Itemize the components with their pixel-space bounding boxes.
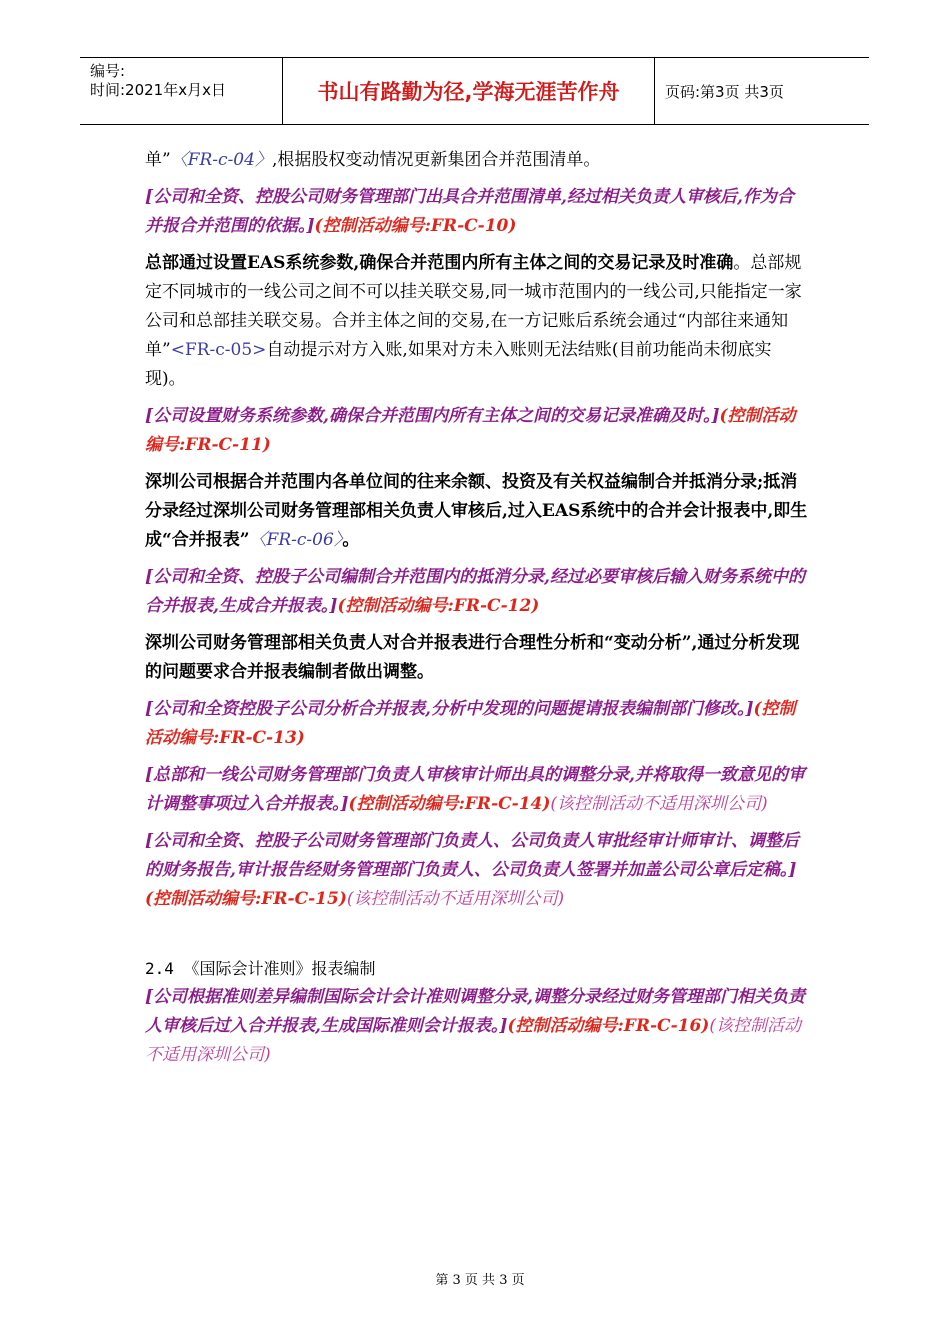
control-code: (控制活动编号:FR-C-15) [145,889,347,909]
control-text: [公司根据准则差异编制国际会计会计准则调整分录,调整分录经过财务管理部门相关负责人审核后过入合并报表,生成国际准则会计报表。] [145,987,805,1036]
control-activity-c12 [145,563,810,621]
control-text: [公司和全资、控股子公司财务管理部门负责人、公司负责人审批经审计师审计、调整后的财务报告,审计报告经财务管理部门负责人、公司负责人签署并加盖公司公章后定稿。] [145,831,800,880]
control-activity-c13 [145,695,810,753]
date-label: 时间:2021年x月x日 [90,81,226,99]
motto-text: 书山有路勤为径,学海无涯苦作舟 [317,80,620,104]
control-note: (该控制活动不适用深圳公司) [550,794,768,814]
page-number-label: 页码:第3页 共3页 [665,82,784,101]
paragraph-analysis [145,629,810,687]
control-code: (控制活动编号:FR-C-10) [314,216,517,236]
text: 。总部规定不同城市的一线公司之间不可以挂关联交易,同一城市范围内的一线公司,只能指定一家公司和总部挂关联交易。合并主体之间的交易,在一方记账后系统会通过“内部往来通知单” [145,253,802,360]
control-text: [公司和全资、控股子公司编制合并范围内的抵消分录,经过必要审核后输入财务系统中的合并报表,生成合并报表。] [145,567,805,616]
control-code: (控制活动编号:FR-C-12) [337,596,540,616]
text: ,根据股权变动情况更新集团合并范围清单。 [271,150,601,170]
form-ref-link[interactable]: <FR-c-05> [170,340,267,360]
header-page [655,58,869,124]
control-code: (控制活动编号:FR-C-11) [145,406,796,455]
form-ref-link[interactable]: 〈FR-c-06〉 [249,530,343,550]
document-body [145,146,810,1070]
control-text: [公司和全资、控股公司财务管理部门出具合并范围清单,经过相关负责人审核后,作为合并报合并范围的依据。] [145,187,794,236]
control-code: (控制活动编号:FR-C-14) [348,794,551,814]
control-activity-c15 [145,827,810,914]
doc-number-label: 编号: [90,62,126,80]
control-code: (控制活动编号:FR-C-13) [145,699,796,748]
text: 单” [145,150,171,170]
text: 自动提示对方入账,如果对方未入账则无法结账(目前功能尚未彻底实现)。 [145,340,772,389]
control-text: [公司和全资控股子公司分析合并报表,分析中发现的问题提请报表编制部门修改。] [145,699,754,719]
text: 深圳公司根据合并范围内各单位间的往来余额、投资及有关权益编制合并抵消分录;抵消分录经过深圳公司财务管理部相关负责人审核后,过入EAS系统中的合并会计报表中,即生成“合并报表” [145,472,808,550]
control-code: (控制活动编号:FR-C-16) [507,1016,710,1036]
text: 。 [342,530,360,550]
control-activity-c16 [145,983,810,1070]
paragraph-eas-params [145,249,810,394]
control-activity-c14 [145,761,810,819]
control-text: [总部和一线公司财务管理部门负责人审核审计师出具的调整分录,并将取得一致意见的审计调整事项过入合并报表。] [145,765,805,814]
form-ref-link[interactable]: 〈FR-c-04〉 [170,150,272,170]
page-footer [0,1269,950,1288]
control-activity-c10 [145,183,810,241]
header-motto [283,58,655,124]
section-title: 2.4 《国际会计准则》报表编制 [145,959,376,978]
control-note: (该控制活动不适用深圳公司) [145,1016,801,1065]
header-meta [80,58,283,124]
paragraph-merge-list [145,146,810,175]
section-heading [145,954,810,983]
paragraph-elimination [145,468,810,555]
bold-text: 总部通过设置EAS系统参数,确保合并范围内所有主体之间的交易记录及时准确 [145,253,734,273]
control-text: [公司设置财务系统参数,确保合并范围内所有主体之间的交易记录准确及时。] [145,406,720,426]
footer-page-number: 第 3 页 共 3 页 [435,1273,525,1288]
control-activity-c11 [145,402,810,460]
page-header [80,57,869,125]
text: 深圳公司财务管理部相关负责人对合并报表进行合理性分析和“变动分析”,通过分析发现的问题要求合并报表编制者做出调整。 [145,633,800,682]
control-note: (该控制活动不适用深圳公司) [346,889,565,909]
